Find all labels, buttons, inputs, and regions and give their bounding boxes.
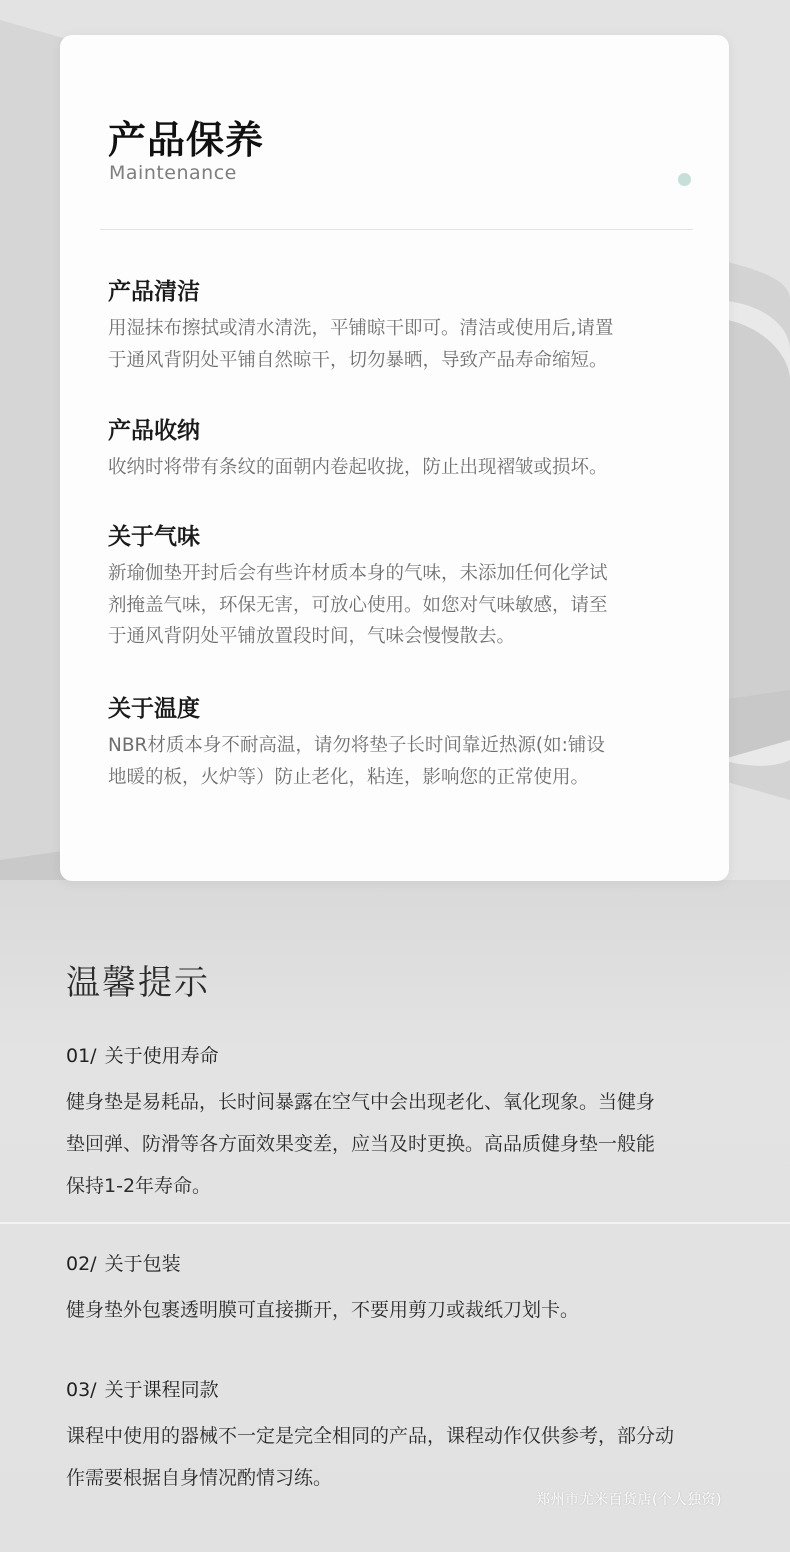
text-line: 于通风背阴处平铺放置段时间，气味会慢慢散去。 bbox=[108, 626, 516, 647]
shop-watermark: 郑州市尤米百货店(个人独资) bbox=[536, 1492, 722, 1508]
section-cleaning bbox=[108, 277, 698, 376]
tip-heading bbox=[66, 1377, 736, 1403]
section-heading: 关于温度 bbox=[108, 696, 200, 722]
tip-number: 03/ bbox=[66, 1379, 97, 1401]
maintenance-title: 产品保养 bbox=[108, 118, 265, 162]
accent-dot bbox=[678, 173, 691, 186]
section-temperature bbox=[108, 694, 698, 793]
section-text bbox=[108, 313, 698, 376]
section-heading: 关于气味 bbox=[108, 524, 200, 550]
tip-heading-text: 关于包装 bbox=[104, 1253, 181, 1275]
section-text bbox=[108, 558, 698, 653]
text-line: 健身垫是易耗品，长时间暴露在空气中会出现老化、氧化现象。当健身 bbox=[66, 1091, 656, 1113]
maintenance-card bbox=[60, 35, 729, 881]
text-line: 剂掩盖气味，环保无害，可放心使用。如您对气味敏感，请至 bbox=[108, 594, 608, 616]
tip-number: 01/ bbox=[66, 1045, 97, 1067]
tip-item-packaging bbox=[66, 1251, 736, 1331]
text-line: 课程中使用的器械不一定是完全相同的产品，课程动作仅供参考，部分动 bbox=[66, 1425, 675, 1447]
text-line: NBR材质本身不耐高温，请勿将垫子长时间靠近热源(如:铺设 bbox=[108, 735, 605, 756]
section-heading: 产品收纳 bbox=[108, 418, 200, 444]
tip-number: 02/ bbox=[66, 1253, 97, 1275]
text-line: 用湿抹布擦拭或清水清洗，平铺晾干即可。清洁或使用后,请置 bbox=[108, 318, 614, 339]
maintenance-subtitle: Maintenance bbox=[109, 162, 237, 184]
text-line: 收纳时将带有条纹的面朝内卷起收拢，防止出现褶皱或损坏。 bbox=[108, 457, 608, 478]
text-line: 垫回弹、防滑等各方面效果变差，应当及时更换。高品质健身垫一般能 bbox=[66, 1133, 656, 1155]
section-text bbox=[108, 730, 698, 793]
tip-heading bbox=[66, 1251, 736, 1277]
text-line: 作需要根据自身情况酌情习练。 bbox=[66, 1467, 333, 1489]
tips-title: 温馨提示 bbox=[66, 963, 210, 1003]
tip-heading-text: 关于课程同款 bbox=[104, 1379, 219, 1401]
tip-text bbox=[66, 1415, 736, 1499]
section-heading: 产品清洁 bbox=[108, 279, 200, 305]
tip-text bbox=[66, 1289, 736, 1331]
tip-heading bbox=[66, 1043, 736, 1069]
text-line: 地暖的板，火炉等）防止老化，粘连，影响您的正常使用。 bbox=[108, 766, 590, 788]
title-divider bbox=[100, 229, 693, 230]
tip-item-course bbox=[66, 1377, 736, 1499]
tip-text bbox=[66, 1081, 736, 1207]
tip-heading-text: 关于使用寿命 bbox=[104, 1045, 219, 1067]
text-line: 保持1-2年寿命。 bbox=[66, 1175, 212, 1197]
section-storage bbox=[108, 416, 698, 484]
text-line: 新瑜伽垫开封后会有些许材质本身的气味，未添加任何化学试 bbox=[108, 563, 608, 584]
text-line: 健身垫外包裹透明膜可直接撕开，不要用剪刀或裁纸刀划卡。 bbox=[66, 1299, 580, 1321]
background-divider bbox=[0, 1222, 790, 1224]
section-odor bbox=[108, 522, 698, 653]
tip-item-lifespan bbox=[66, 1043, 736, 1207]
section-text bbox=[108, 452, 698, 484]
text-line: 于通风背阴处平铺自然晾干，切勿暴晒，导致产品寿命缩短。 bbox=[108, 349, 608, 371]
